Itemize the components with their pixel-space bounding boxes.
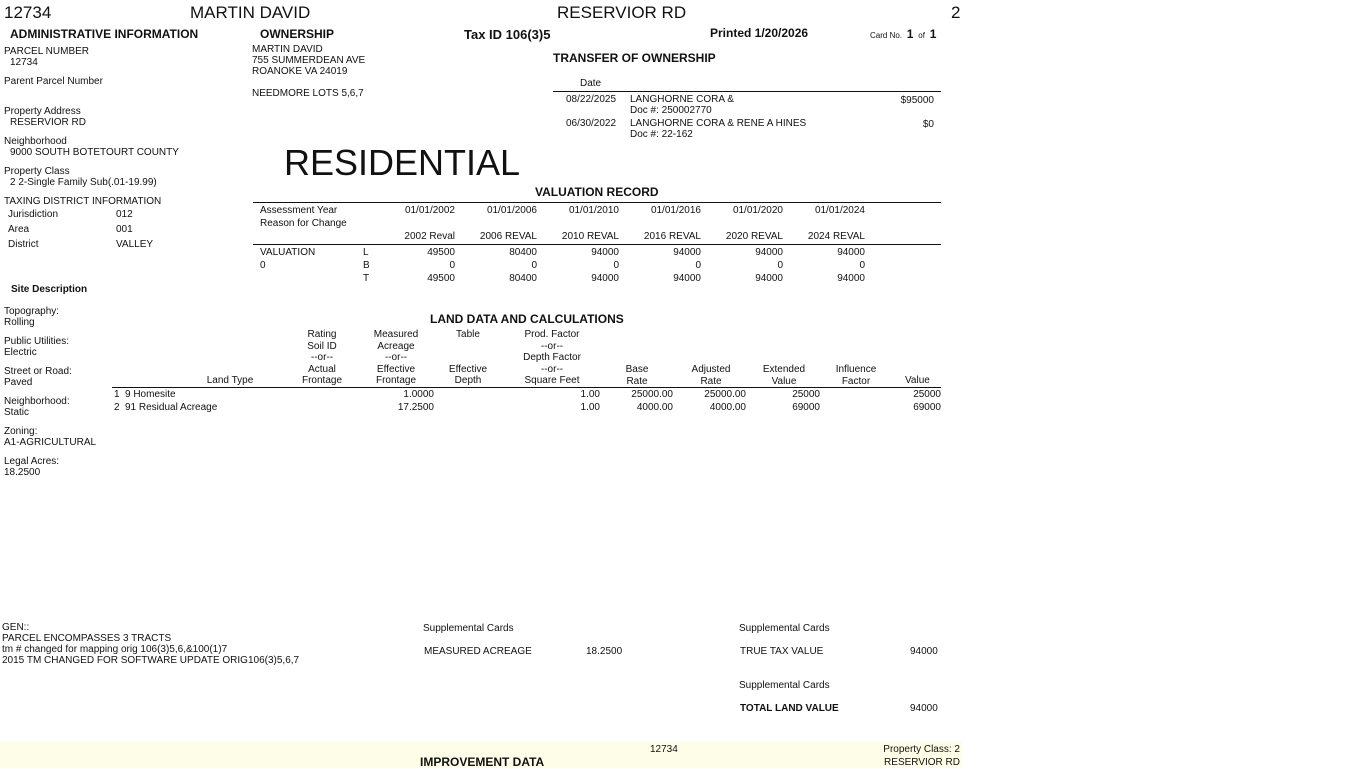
parcel-number-value: 12734 [10,57,38,68]
reason-3: 2010 REVAL [561,231,619,242]
land-row-1-base: 25000.00 [631,389,673,400]
transfer-date-2: 06/30/2022 [566,118,617,129]
card-total: 1 [929,27,937,41]
property-class-value: 2 2-Single Family Sub(.01-19.99) [10,177,157,188]
val-l-4: 94000 [673,247,701,258]
influence-factor-header [827,364,885,387]
land-row-1-value: 25000 [913,389,941,400]
code-t: T [363,273,370,284]
measured-acreage-label: MEASURED ACREAGE [424,646,532,657]
reason-1: 2002 Reval [404,231,455,242]
ownership-title: OWNERSHIP [260,27,335,41]
street-road-value: Paved [4,377,33,388]
site-neighborhood-value: Static [4,407,30,418]
valuation-sub-label: 0 [260,260,266,271]
code-b: B [363,260,370,271]
table-header-spacer [438,352,498,364]
supplemental-label-2: Supplemental Cards [739,623,830,634]
reason-6: 2024 REVAL [807,231,865,242]
year-5: 01/01/2020 [732,205,783,216]
prod-header-line: Prod. Factor [524,329,580,340]
reason-label: Reason for Change [260,218,347,229]
transfer-name-2: LANGHORNE CORA & RENE A HINES [630,118,807,129]
year-1: 01/01/2002 [404,205,455,216]
measured-header [366,329,426,387]
land-row-2-measured: 17.2500 [397,402,434,413]
legal-acres-label: Legal Acres: [4,456,60,467]
notes-line-3: 2015 TM CHANGED FOR SOFTWARE UPDATE ORIG106(3)5,6,7 [2,655,300,666]
transfer-doc-2: Doc #: 22-162 [630,129,693,140]
extended-header-line: Value [771,375,797,387]
measured-header-line: Acreage [377,340,415,352]
footer-property-class: Property Class: 2 [883,744,960,755]
land-row-1-num: 1 [114,389,120,400]
land-row-2-value: 69000 [913,402,941,413]
value-header: Value [905,375,930,386]
supplemental-label-3: Supplemental Cards [739,680,830,691]
notes-label: GEN:: [2,622,30,633]
val-b-1: 0 [449,260,455,271]
transfer-doc-1: Doc #: 250002770 [630,105,712,116]
prod-header-line: Depth Factor [523,352,581,363]
base-rate-header [612,364,662,387]
valuation-label: VALUATION [260,247,316,258]
val-t-1: 49500 [427,273,455,284]
legal-acres-value: 18.2500 [4,467,41,478]
improvement-data-title: IMPROVEMENT DATA [420,755,545,769]
transfer-divider [553,91,941,92]
land-row-1-type: 9 Homesite [125,389,176,400]
land-header-divider [112,387,941,388]
reason-2: 2006 REVAL [479,231,537,242]
transfer-name-1: LANGHORNE CORA & [630,94,734,105]
rating-header-line: Actual [308,363,336,375]
base-header-line: Base [625,364,649,375]
valuation-title: VALUATION RECORD [535,185,659,199]
owner-address-2: ROANOKE VA 24019 [252,66,348,77]
table-header-line: Depth [454,375,482,386]
table-header-line: Table [456,329,480,340]
val-t-2: 80400 [509,273,537,284]
val-b-3: 0 [613,260,619,271]
rating-header-line: Soil ID [307,340,337,352]
card-no: 1 [906,27,914,41]
property-address-label: Property Address [4,106,81,117]
val-t-3: 94000 [591,273,619,284]
val-b-6: 0 [859,260,865,271]
zoning-label: Zoning: [4,426,38,437]
measured-acreage-value: 18.2500 [586,646,623,657]
neighborhood-value: 9000 SOUTH BOTETOURT COUNTY [10,147,179,158]
land-row-1-adjusted: 25000.00 [704,389,746,400]
total-land-value: 94000 [910,703,938,714]
land-title: LAND DATA AND CALCULATIONS [430,312,624,326]
extended-header-line: Extended [762,364,806,375]
table-header-spacer [438,341,498,353]
tax-id: Tax ID 106(3)5 [464,27,551,42]
val-l-2: 80400 [509,247,537,258]
notes-line-1: PARCEL ENCOMPASSES 3 TRACTS [2,633,172,644]
rating-header-line: --or-- [310,352,334,363]
site-description-title: Site Description [11,284,88,295]
influence-header-line: Influence [835,364,877,375]
transfer-title: TRANSFER OF OWNERSHIP [553,51,716,65]
area-value: 001 [116,224,133,235]
rating-header-line: Frontage [301,375,343,386]
measured-header-line: Frontage [375,375,417,386]
land-row-1-prod: 1.00 [580,389,600,400]
area-label: Area [8,224,30,235]
prod-header-line: Square Feet [524,375,580,386]
land-row-2-num: 2 [114,402,120,413]
total-land-label: TOTAL LAND VALUE [740,703,839,714]
val-t-4: 94000 [673,273,701,284]
property-class-label: Property Class [4,166,70,177]
measured-header-line: Measured [373,329,419,340]
owner-name: MARTIN DAVID [252,44,323,55]
parcel-number-label: PARCEL NUMBER [4,46,90,57]
topography-label: Topography: [4,306,60,317]
supplemental-label-1: Supplemental Cards [423,623,514,634]
jurisdiction-value: 012 [116,209,133,220]
base-header-line: Rate [626,375,648,387]
valuation-top-divider [253,202,941,203]
transfer-amount-2: $0 [922,119,934,130]
extended-value-header [755,364,813,387]
land-row-2-extended: 69000 [792,402,820,413]
parent-parcel-label: Parent Parcel Number [4,76,103,87]
val-l-6: 94000 [837,247,865,258]
adjusted-rate-header [682,364,740,387]
property-class-banner: RESIDENTIAL [284,142,521,183]
utilities-value: Electric [4,347,37,358]
measured-header-line: --or-- [384,352,408,363]
rating-header [292,329,352,387]
year-6: 01/01/2024 [814,205,865,216]
header-page-number: 2 [951,3,961,22]
jurisdiction-label: Jurisdiction [8,209,59,220]
land-row-2-prod: 1.00 [580,402,600,413]
street-road-label: Street or Road: [4,366,72,377]
year-2: 01/01/2006 [486,205,537,216]
assessment-year-label: Assessment Year [260,205,338,216]
val-l-5: 94000 [755,247,783,258]
transfer-date-1: 08/22/2025 [566,94,617,105]
year-4: 01/01/2016 [650,205,701,216]
land-row-1-measured: 1.0000 [403,389,434,400]
site-neighborhood-label: Neighborhood: [4,396,70,407]
card-label: Card No. [870,31,903,40]
taxing-title: TAXING DISTRICT INFORMATION [4,196,162,207]
footer-parcel-id: 12734 [650,744,678,755]
valuation-header-divider [253,244,941,245]
land-row-2-type: 91 Residual Acreage [125,402,218,413]
val-l-3: 94000 [591,247,619,258]
card-number [870,27,936,41]
reason-4: 2016 REVAL [643,231,701,242]
district-value: VALLEY [116,239,154,250]
zoning-value: A1-AGRICULTURAL [4,437,97,448]
code-l: L [363,247,369,258]
card-of-label: of [918,31,925,40]
district-label: District [8,239,39,250]
year-3: 01/01/2010 [568,205,619,216]
topography-value: Rolling [4,317,35,328]
land-type-header: Land Type [206,375,254,386]
transfer-date-header: Date [580,78,602,89]
notes-line-2: tm # changed for mapping orig 106(3)5,6,&100(1)7 [2,644,228,655]
val-t-5: 94000 [755,273,783,284]
footer-street: RESERVIOR RD [884,757,960,768]
header-owner-name: MARTIN DAVID [190,3,311,22]
true-tax-label: TRUE TAX VALUE [740,646,824,657]
adjusted-header-line: Rate [700,375,722,387]
reason-5: 2020 REVAL [725,231,783,242]
owner-address-1: 755 SUMMERDEAN AVE [252,55,366,66]
land-row-2-base: 4000.00 [636,402,673,413]
table-header [438,329,498,387]
adjusted-header-line: Adjusted [691,364,731,375]
influence-header-line: Factor [841,375,871,387]
admin-title: ADMINISTRATIVE INFORMATION [10,27,199,41]
val-l-1: 49500 [427,247,455,258]
rating-header-line: Rating [307,329,337,340]
utilities-label: Public Utilities: [4,336,70,347]
printed-date: Printed 1/20/2026 [710,26,809,40]
true-tax-value: 94000 [910,646,938,657]
val-b-4: 0 [695,260,701,271]
measured-header-line: Effective [376,363,416,375]
prod-header-line: --or-- [540,340,564,352]
val-b-2: 0 [531,260,537,271]
property-address-value: RESERVIOR RD [10,117,86,128]
land-row-2-adjusted: 4000.00 [709,402,746,413]
table-header-line: Effective [448,363,488,375]
val-t-6: 94000 [837,273,865,284]
legal-description: NEEDMORE LOTS 5,6,7 [252,88,364,99]
neighborhood-label: Neighborhood [4,136,67,147]
prod-header-line: --or-- [540,363,564,375]
header-parcel-id: 12734 [4,3,52,22]
header-street: RESERVIOR RD [557,3,687,22]
land-row-1-extended: 25000 [792,389,820,400]
prod-factor-header [516,329,588,387]
val-b-5: 0 [777,260,783,271]
transfer-amount-1: $95000 [900,95,934,106]
